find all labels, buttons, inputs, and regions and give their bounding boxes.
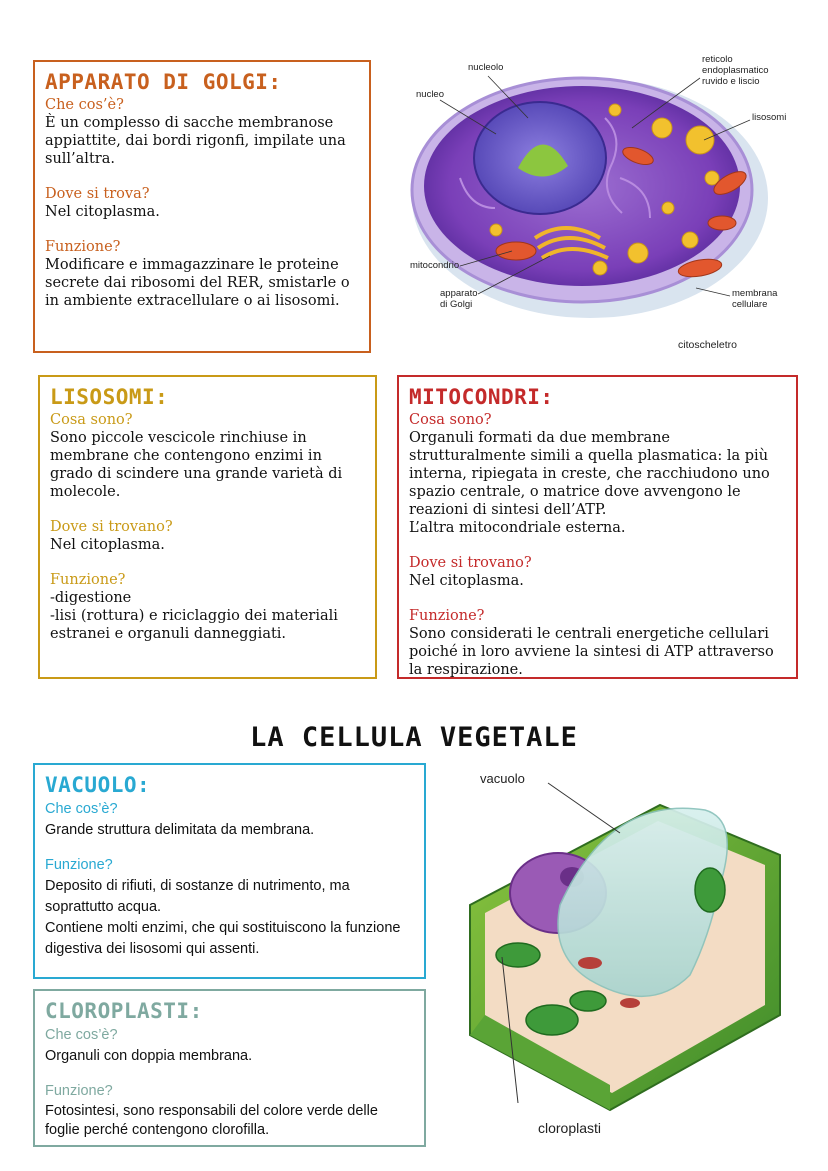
mitocondri-q2: Dove si trovano? [409,555,532,571]
animal-cell-illustration [400,48,810,358]
vacuolo-title: VACUOLO: [45,773,151,797]
plant-cell-illustration [440,765,800,1145]
vacuolo-q1: Che cos’è? [45,801,118,817]
cloroplasti-q2: Funzione? [45,1083,113,1099]
cloroplasti-q1: Che cos’è? [45,1027,118,1043]
vacuolo-a1: Grande struttura delimitata da membrana. [45,822,315,838]
lisosomi-a3: -digestione -lisi (rottura) e riciclaggio dei materiali estranei e organuli danneggiati. [50,590,338,642]
label-reticolo-3: ruvido e liscio [702,76,760,87]
golgi-q2: Dove si trova? [45,186,150,202]
vacuolo-q2: Funzione? [45,857,113,873]
label-mitocondrio: mitocondrio [410,260,460,271]
lisosomi-q1: Cosa sono? [50,412,133,428]
label-citoscheletro: citoscheletro [678,339,737,351]
vacuolo-a2: Deposito di rifiuti, di sostanze di nutrimento, ma soprattutto acqua. Contiene molti enzimi, che qui sostituiscono la funzione digestiva dei lisosomi qui assenti. [45,878,401,957]
mitocondri-a2: Nel citoplasma. [409,573,524,589]
label-golgi-1: apparato [440,288,478,299]
label-nucleolo: nucleolo [468,62,504,73]
mitocondri-q3: Funzione? [409,608,485,624]
lisosomi-q3: Funzione? [50,572,126,588]
cloroplasti-a1: Organuli con doppia membrana. [45,1048,253,1064]
golgi-q3: Funzione? [45,239,121,255]
golgi-a3: Modificare e immagazzinare le proteine secrete dai ribosomi del RER, smistarle o in ambiente extracellulare o ai lisosomi. [45,257,350,309]
mitocondri-q1: Cosa sono? [409,412,492,428]
mitocondri-title: MITOCONDRI: [409,385,554,409]
mitocondri-a1: Organuli formati da due membrane strutturalmente simili a quella plasmatica: la più interna, ripiegata in creste, che racchiudono uno spazio centrale, o matrice dove avvengono le reazioni di sintesi dell’ATP. L’altra mitocondriale esterna. [409,430,770,536]
section-heading: LA CELLULA VEGETALE [250,722,578,753]
mitocondri-box [397,375,798,679]
label-reticolo-1: reticolo [702,54,733,65]
label-golgi-2: di Golgi [440,299,473,310]
label-reticolo-2: endoplasmatico [702,65,769,76]
cloroplasti-a2: Fotosintesi, sono responsabili del colore verde delle foglie perché contengono clorofilla. [45,1103,378,1138]
lisosomi-box [38,375,377,679]
vacuolo-leader [548,783,620,833]
cloroplasti-box [33,989,426,1147]
lisosomi-a2: Nel citoplasma. [50,537,165,553]
golgi-box [33,60,371,353]
label-membrana-1: membrana [732,288,778,299]
lisosomi-q2: Dove si trovano? [50,519,173,535]
golgi-q1: Che cos’è? [45,97,124,113]
golgi-a1: È un complesso di sacche membranose appiattite, dai bordi rigonfi, impilate una sull’altra. [45,115,346,167]
mitocondri-a3: Sono considerati le centrali energetiche cellulari poiché in loro avviene la sintesi di ATP attraverso la respirazione. [409,626,774,678]
label-membrana-2: cellulare [732,299,768,310]
lisosomi-title: LISOSOMI: [50,385,169,409]
label-nucleo: nucleo [416,89,444,100]
golgi-a2: Nel citoplasma. [45,204,160,220]
cloroplasti-title: CLOROPLASTI: [45,999,203,1023]
golgi-title: APPARATO DI GOLGI: [45,70,282,94]
label-cloroplasti: cloroplasti [538,1120,602,1136]
vacuolo-box [33,763,426,979]
label-vacuolo: vacuolo [480,771,525,786]
lisosomi-a1: Sono piccole vescicole rinchiuse in membrane che contengono enzimi in grado di scindere una grande varietà di molecole. [50,430,343,500]
label-lisosomi: lisosomi [752,112,787,123]
